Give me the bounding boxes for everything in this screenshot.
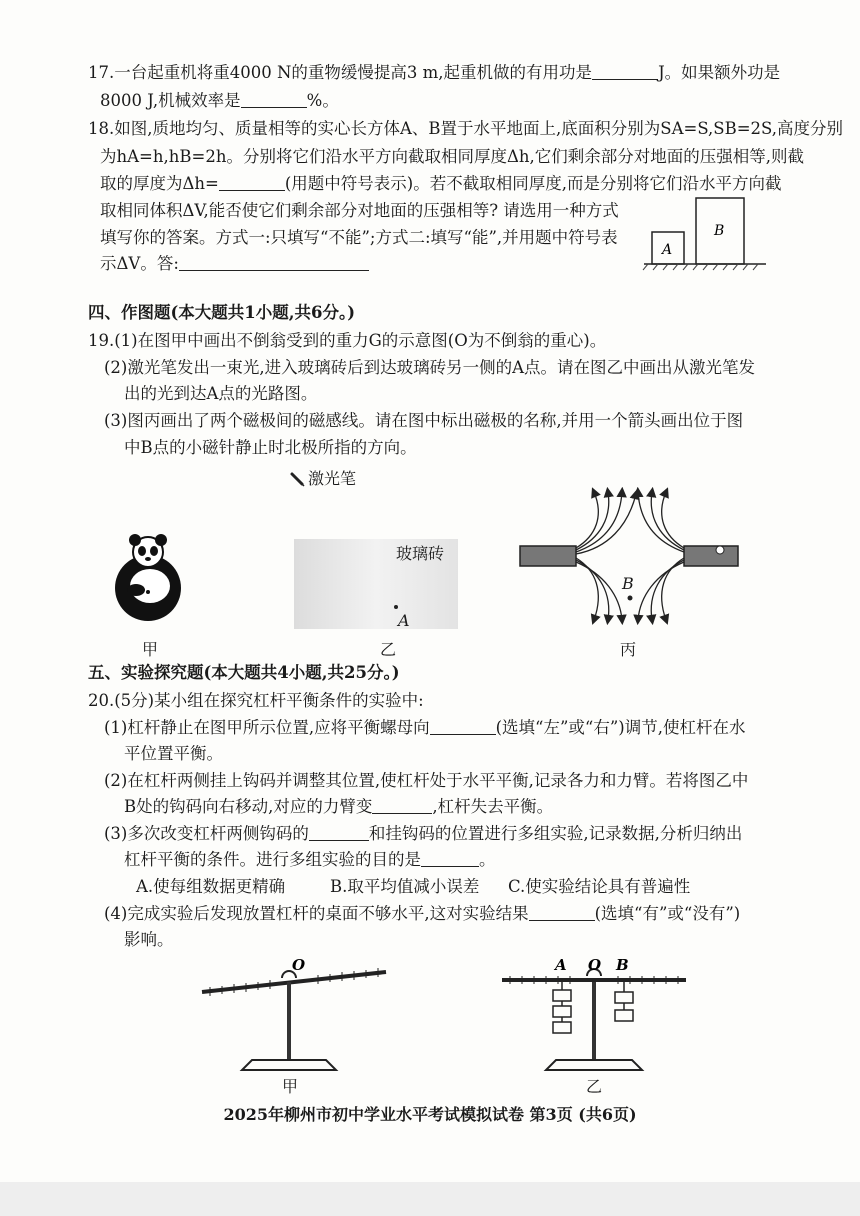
laser-label: 激光笔: [308, 469, 357, 488]
lever-stand-base: [242, 1060, 336, 1070]
q18-figure: [640, 190, 780, 274]
page-footer: 2025年柳州市初中学业水平考试模拟试卷 第3页 (共6页): [223, 1105, 637, 1124]
q19-part2-line1: (2)激光笔发出一束光,进入玻璃砖后到达玻璃砖另一侧的A点。请在图乙中画出从激光笔发: [104, 358, 756, 377]
q20-p3-text-c: 杠杆平衡的条件。进行多组实验的目的是: [124, 850, 421, 869]
q20-blank-1[interactable]: [430, 718, 496, 735]
weights-right: [615, 982, 633, 1021]
q18-blank-1[interactable]: [219, 174, 285, 191]
q18-line4: 取相同体积ΔV,能否使它们剩余部分对地面的压强相等? 请选用一种方式: [100, 201, 619, 220]
q19-part3-line2: 中B点的小磁针静止时北极所指的方向。: [124, 438, 417, 457]
magnet-figure: [516, 486, 740, 626]
q18-line1: 18.如图,质地均匀、质量相等的实心长方体A、B置于水平地面上,底面积分别为SA=S,SB=2S,高度分别: [88, 119, 843, 138]
pivot-o-label-yi: O: [588, 956, 602, 974]
section4-title: 四、作图题(本大题共1小题,共6分。): [88, 303, 356, 322]
q20-option-c[interactable]: C.使实验结论具有普遍性: [508, 877, 691, 896]
q17-text-c: 8000 J,机械效率是: [100, 91, 241, 110]
q20-p3-line2: [124, 849, 496, 871]
q18-text-a: 取的厚度为Δh=: [100, 174, 219, 193]
point-a-label: A: [398, 611, 410, 630]
q20-p4-line2: 影响。: [124, 930, 174, 949]
q20-p3-text-a: (3)多次改变杠杆两侧钩码的: [104, 824, 309, 843]
q17-line1: [88, 62, 780, 84]
magnet-left: [520, 546, 576, 566]
section5-title: 五、实验探究题(本大题共4小题,共25分。): [88, 663, 400, 682]
q17-text-a: 17.一台起重机将重4000 N的重物缓慢提高3 m,起重机做的有用功是: [88, 63, 593, 82]
point-a-lever-label: A: [555, 956, 567, 974]
q20-p3-text-d: 。: [479, 850, 496, 869]
lever-stand-post-yi: [592, 982, 596, 1060]
lever-figure-jia: [196, 952, 396, 1078]
ground-hatch: [643, 264, 758, 270]
center-of-gravity-o: [146, 590, 150, 594]
lever-stand-base-yi: [546, 1060, 642, 1070]
field-lines: [576, 492, 684, 620]
caption-yi: 乙: [380, 640, 397, 659]
q20-p2-line1: (2)在杠杆两侧挂上钩码并调整其位置,使杠杆处于水平平衡,记录各力和力臂。若将图乙中: [104, 771, 749, 790]
q20-blank-4[interactable]: [421, 850, 479, 867]
q17-blank-2[interactable]: [241, 91, 307, 108]
weights-left: [553, 982, 571, 1033]
point-b-label: B: [622, 574, 634, 593]
q20-option-a[interactable]: A.使每组数据更精确: [136, 877, 286, 896]
q20-p4-text-a: (4)完成实验后发现放置杠杆的桌面不够水平,这对实验结果: [104, 904, 529, 923]
q20-p2-text-b: B处的钩码向右移动,对应的力臂变: [124, 797, 373, 816]
q20-option-b[interactable]: B.取平均值减小误差: [330, 877, 480, 896]
q20-p4-text-b: (选填“有”或“没有”): [594, 904, 741, 923]
block-a-label: A: [662, 242, 673, 258]
q17-text-d: %。: [306, 91, 339, 110]
point-b-dot: [628, 596, 633, 601]
glass-label: 玻璃砖: [396, 544, 445, 563]
lever-stand-post: [287, 982, 291, 1060]
tumbler-figure: [106, 532, 192, 624]
lever-figure-yi: [496, 952, 696, 1078]
magnet-right: [684, 546, 738, 566]
q20-blank-3[interactable]: [309, 824, 369, 841]
panda-nose: [145, 557, 151, 561]
q18-text-b: (用题中符号表示)。若不截取相同厚度,而是分别将它们沿水平方向截: [284, 174, 782, 193]
caption-jia: 甲: [142, 640, 159, 659]
q18-text-c: 示ΔV。答:: [100, 254, 179, 273]
pivot-o-label: O: [292, 956, 306, 974]
caption-bing: 丙: [620, 640, 637, 659]
q20-p2-line2: [124, 796, 553, 818]
q20-p3-text-b: 和挂钩码的位置进行多组实验,记录数据,分析归纳出: [368, 824, 743, 843]
caption-lever-jia: 甲: [282, 1077, 299, 1096]
q18-blank-2[interactable]: [179, 254, 369, 271]
q20-stem: 20.(5分)某小组在探究杠杆平衡条件的实验中:: [88, 691, 424, 710]
q19-part2-line2: 出的光到达A点的光路图。: [124, 384, 318, 403]
page-bottom-margin: [0, 1182, 860, 1216]
q20-p1-text-a: (1)杠杆静止在图甲所示位置,应将平衡螺母向: [104, 718, 430, 737]
q18-line2: 为hA=h,hB=2h。分别将它们沿水平方向截取相同厚度Δh,它们剩余部分对地面的压强相等,则截: [100, 147, 804, 166]
q20-blank-2[interactable]: [372, 797, 432, 814]
q20-p3-line1: [104, 823, 742, 845]
panda-paw: [127, 584, 145, 596]
block-b-label: B: [714, 223, 725, 239]
q17-text-b: J。如果额外功是: [658, 63, 781, 82]
q20-blank-5[interactable]: [529, 904, 595, 921]
panda-eye-right: [150, 546, 158, 556]
q18-line5: 填写你的答案。方式一:只填写“不能”;方式二:填写“能”,并用题中符号表: [100, 228, 618, 247]
q19-part3-line1: (3)图丙画出了两个磁极间的磁感线。请在图中标出磁极的名称,并用一个箭头画出位于图: [104, 411, 744, 430]
q19-part1: 19.(1)在图甲中画出不倒翁受到的重力G的示意图(O为不倒翁的重心)。: [88, 331, 607, 350]
q20-p1-line2: 平位置平衡。: [124, 744, 223, 763]
q17-blank-1[interactable]: [592, 63, 658, 80]
panda-ear-left: [129, 534, 141, 546]
q20-p2-text-c: ,杠杆失去平衡。: [432, 797, 554, 816]
panda-eye-left: [138, 546, 146, 556]
point-a-dot: [394, 605, 398, 609]
q18-line6: [100, 253, 369, 275]
magnet-mark: [716, 546, 724, 554]
q20-p1-text-b: (选填“左”或“右”)调节,使杠杆在水: [495, 718, 746, 737]
q20-p1-line1: [104, 717, 746, 739]
q20-p4-line1: [104, 903, 740, 925]
q17-line2: [100, 90, 339, 112]
panda-ear-right: [155, 534, 167, 546]
caption-lever-yi: 乙: [586, 1077, 603, 1096]
point-b-lever-label: B: [616, 956, 629, 974]
